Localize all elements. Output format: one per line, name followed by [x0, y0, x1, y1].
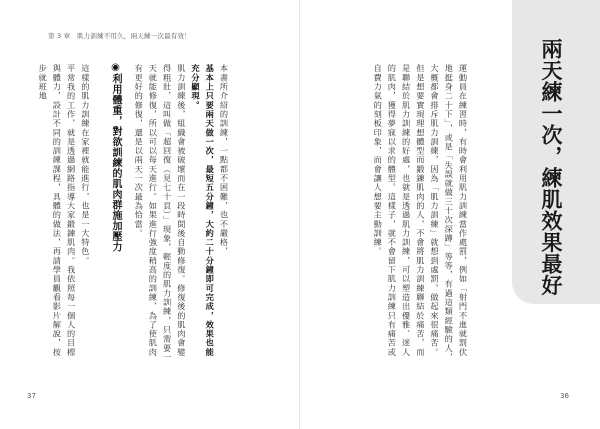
- page-gutter: [299, 0, 300, 429]
- section-heading-text: 利用體重，對欲訓練的肌肉群施加壓力: [110, 73, 121, 252]
- right-paragraph-1: 運動員在練習時，有時會利用肌力訓練當作處罰，例如「射門不進就罰伏地挺身二十下」，或是「失誤就做三十次深蹲」等等，有過這類經驗的人，大概都會排斥肌力訓練，因為「肌力訓練」就想到處罰，做起來很痛苦。: [430, 64, 469, 362]
- bullet-icon: ◉: [110, 62, 121, 74]
- left-section-text: [36, 64, 93, 362]
- left-page-number: 37: [27, 392, 36, 400]
- section-paragraph-2: 平常我的工作，就是透過網路指導大家鍛鍊肌肉。我依照每一個人的目標與體力，設計不同的訓練課程，具體的做法，再請學員觀看影片解說，按步就班地: [38, 64, 77, 357]
- chapter-title: 兩天練一次，練肌效果最好: [539, 38, 563, 296]
- left-main-text: [132, 64, 231, 362]
- right-page-number: 36: [560, 392, 569, 400]
- left-paragraph-3: 肌力訓練後，組織會被破壞而在一段時間後自動修復。修復後的肌肉會變得粗壯，這叫做「超回復（見七十頁）」現象，輕度的肌力訓練，只需要一天就能修復，所以可以每天進行。如果進行強度稍高的訓練，為了使肌肉有更好的修復，還是以兩天一次最為恰當。: [134, 64, 187, 362]
- left-paragraph-1: 本書所介紹的訓練，一點都不困難，也不嚴格，: [219, 64, 230, 257]
- section-paragraph-1: 這樣的肌力訓練在家裡就能進行，也是一大特色。: [80, 64, 91, 266]
- left-paragraph-2-emphasis: 基本上只要兩天做一次，最短五分鐘，大約二十分鐘即可完成，效果也能充分顯現。: [191, 64, 216, 357]
- section-heading: [108, 62, 122, 342]
- right-paragraph-2: 但是想要實現理想體型而鍛鍊肌肉的人，不會將肌力訓練聯結於痛苦，而是聯結於肌力訓練的好處，也就是透過肌力訓練，可以塑造出優雅、迷人的肌肉，獲得夢寐以求的體型。這樣子，就不會留下肌力訓練只有痛苦或自費力氣的刻板印象，而會讓人想要主動訓練。: [373, 64, 426, 357]
- running-head: 第 3 章 肌力訓練不用久，兩天練一次最有效！: [48, 32, 191, 40]
- right-main-text: [371, 64, 470, 362]
